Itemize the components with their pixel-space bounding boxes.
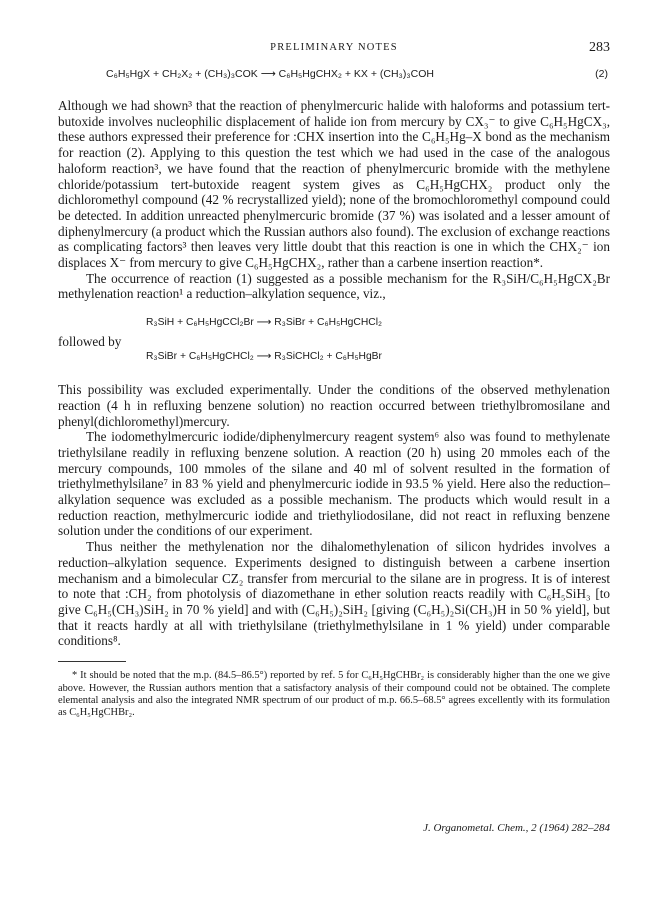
paragraph-2: The occurrence of reaction (1) suggested as a possible mechanism for the R₃SiH/C₆H₅HgCX₂Br methylenation reaction¹ a reduction–alkylation sequence, viz.,: [58, 270, 610, 302]
scheme-line-2: R₃SiBr + C₆H₅HgCHCl₂ ⟶ R₃SiCHCl₂ + C₆H₅HgBr: [146, 351, 382, 363]
journal-page: [58, 40, 610, 720]
equation-2: [58, 68, 610, 84]
paragraph-5: Thus neither the methylenation nor the dihalomethylenation of silicon hydrides involves a reduction–alkylation sequence. Experiments designed to distinguish between a carbene insertion mechanism and a bimolecular CZ₂ transfer from mercurial to the silane are in progress. It is of interest to note that :CH₂ from photolysis of diazomethane in ether solution reacts readily with C₆H₅SiH₃ [to give C₆H₅(CH₃)SiH₂ in 70 % yield] and with (C₆H₅)₂SiH₂ [giving (C₆H₅)₂Si(CH₃)H in 50 % yield], but that it reacts hardly at all with triethylsilane (triethylmethylsilane in 1 % yield) under comparable conditions⁸.: [58, 539, 610, 649]
equation-2-text: C₆H₅HgX + CH₂X₂ + (CH₃)₃COK ⟶ C₆H₅HgCHX₂ + KX + (CH₃)₃COH: [106, 68, 434, 80]
page-header: [58, 40, 610, 60]
paragraph-1: Although we had shown³ that the reaction of phenylmercuric halide with haloforms and potassium tert-butoxide involves nucleophilic displacement of halide ion from mercury by CX₃⁻ to give C₆H₅HgCX₃, these authors expressed their preference for :CHX insertion into the C₆H₅Hg–X bond as the mechanism for reaction (2). Applying to this question the test which we had used in the case of the analogous haloform reaction³, we have found that the reaction of phenylmercuric bromide with the methylene chloride/potassium tert-butoxide reagent system gives as C₆H₅HgCHX₂ product only the dichloromethyl compound (42 % recrystallized yield); none of the bromochloromethyl compound could be detected. In addition unreacted phenylmercuric bromide (37 %) was isolated and a lesser amount of diphenylmercury (a product which the Russian authors also found). The exclusion of exchange reactions as complicating factors³ then leaves very little doubt that this reaction is one in which the CHX₂⁻ ion displaces X⁻ from mercury to give C₆H₅HgCHX₂, rather than a carbene insertion reaction*.: [58, 98, 610, 271]
footnote: * It should be noted that the m.p. (84.5–86.5°) reported by ref. 5 for C₆H₅HgCHBr₂ is considerably higher than the one we give above. However, the Russian authors mention that a satisfactory analysis of their compound could not be obtained. The complete elemental analysis and also the integrated NMR spectrum of our product of m.p. 66.5–68.5° agrees excellently with its formulation as C₆H₅HgCHBr₂.: [58, 670, 610, 719]
followed-by-label: followed by: [58, 334, 122, 350]
page-number: 283: [589, 40, 610, 55]
paragraph-4: The iodomethylmercuric iodide/diphenylmercury reagent system⁶ also was found to methylenate triethylsilane readily in refluxing benzene solution. A reaction (20 h) using 20 mmoles each of the mercury compounds, 100 mmoles of the silane and 40 ml of solvent resulted in the formation of triethylmethylsilane⁷ in 83 % yield and phenylmercuric iodide in 93.5 % yield. Here also the reduction–alkylation sequence was excluded as a possible mechanism. The products which would result in a reduction reaction, methylmercuric iodide and triethyliodosilane, did not react in refluxing benzene solution under the conditions of our experiment.: [58, 429, 610, 539]
scheme-line-1: R₃SiH + C₆H₅HgCCl₂Br ⟶ R₃SiBr + C₆H₅HgCHCl₂: [146, 317, 382, 329]
running-head: PRELIMINARY NOTES: [270, 42, 398, 53]
paragraph-3: This possibility was excluded experimentally. Under the conditions of the observed methylenation reaction (4 h in refluxing benzene solution) no reaction occurred between triethylbromosilane and phenyl(dichloromethyl)mercury.: [58, 382, 610, 429]
journal-citation: J. Organometal. Chem., 2 (1964) 282–284: [423, 822, 610, 834]
equation-2-number: (2): [595, 68, 608, 80]
footnote-rule: [58, 661, 126, 662]
